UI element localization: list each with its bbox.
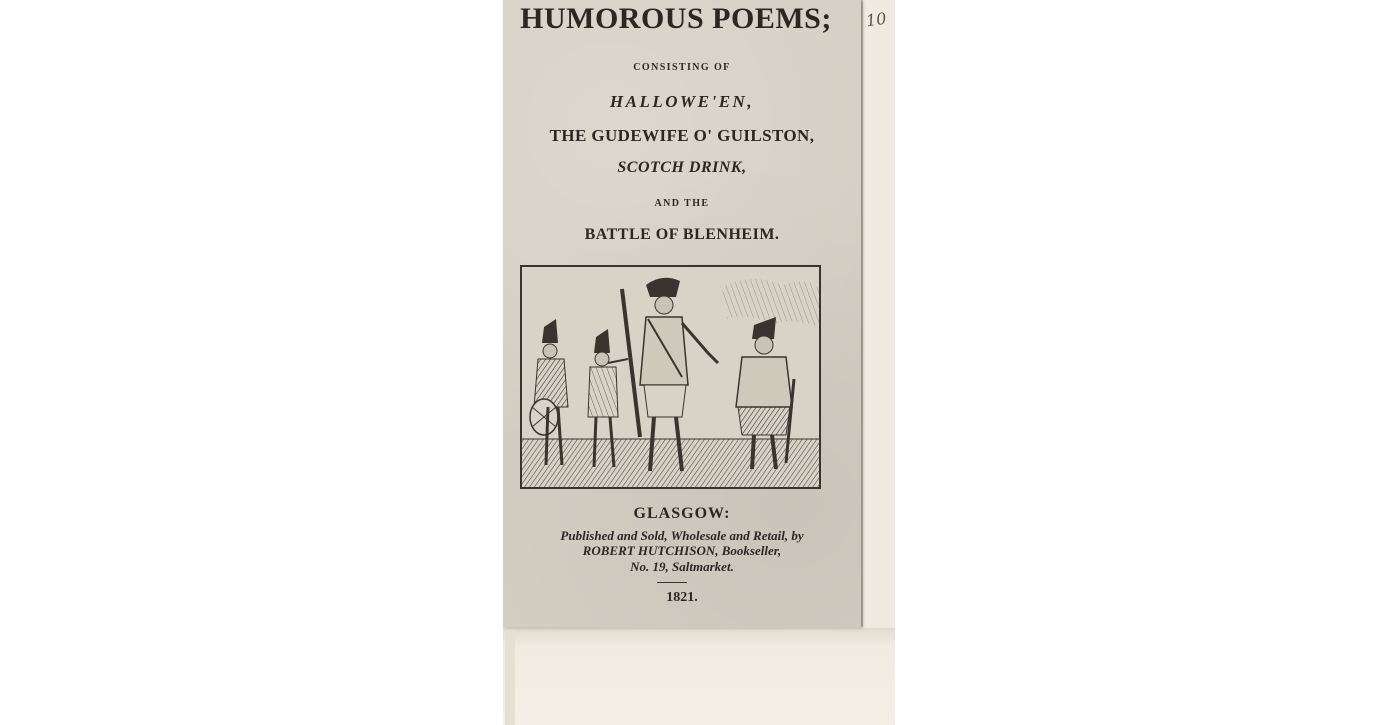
poem-title-gudewife: THE GUDEWIFE O' GUILSTON, — [549, 126, 815, 145]
publication-year: 1821. — [666, 590, 698, 605]
imprint-publisher-line-3: No. 19, Saltmarket. — [630, 559, 734, 574]
mount-lower-panel — [503, 628, 895, 725]
imprint-publisher-line-1: Published and Sold, Wholesale and Retail, by — [560, 528, 804, 543]
imprint-divider — [657, 582, 687, 583]
book-title: HUMOROUS POEMS; — [520, 2, 832, 35]
poem-title-battle: BATTLE OF BLENHEIM. — [584, 226, 780, 243]
woodcut-illustration — [520, 265, 821, 489]
poem-title-scotch-drink: SCOTCH DRINK, — [617, 159, 747, 176]
consisting-of-label: CONSISTING OF — [633, 62, 731, 73]
mount-binding-strip — [505, 628, 515, 725]
and-the-label: AND THE — [654, 198, 710, 209]
imprint-place: GLASGOW: — [633, 505, 731, 522]
handwritten-page-number: 10 — [864, 8, 888, 31]
woodcut-soldiers-image — [522, 267, 819, 487]
title-page — [503, 0, 861, 627]
poem-title-halloween: HALLOWE'EN, — [609, 92, 755, 111]
imprint-publisher-line-2: ROBERT HUTCHISON, Bookseller, — [582, 543, 782, 558]
